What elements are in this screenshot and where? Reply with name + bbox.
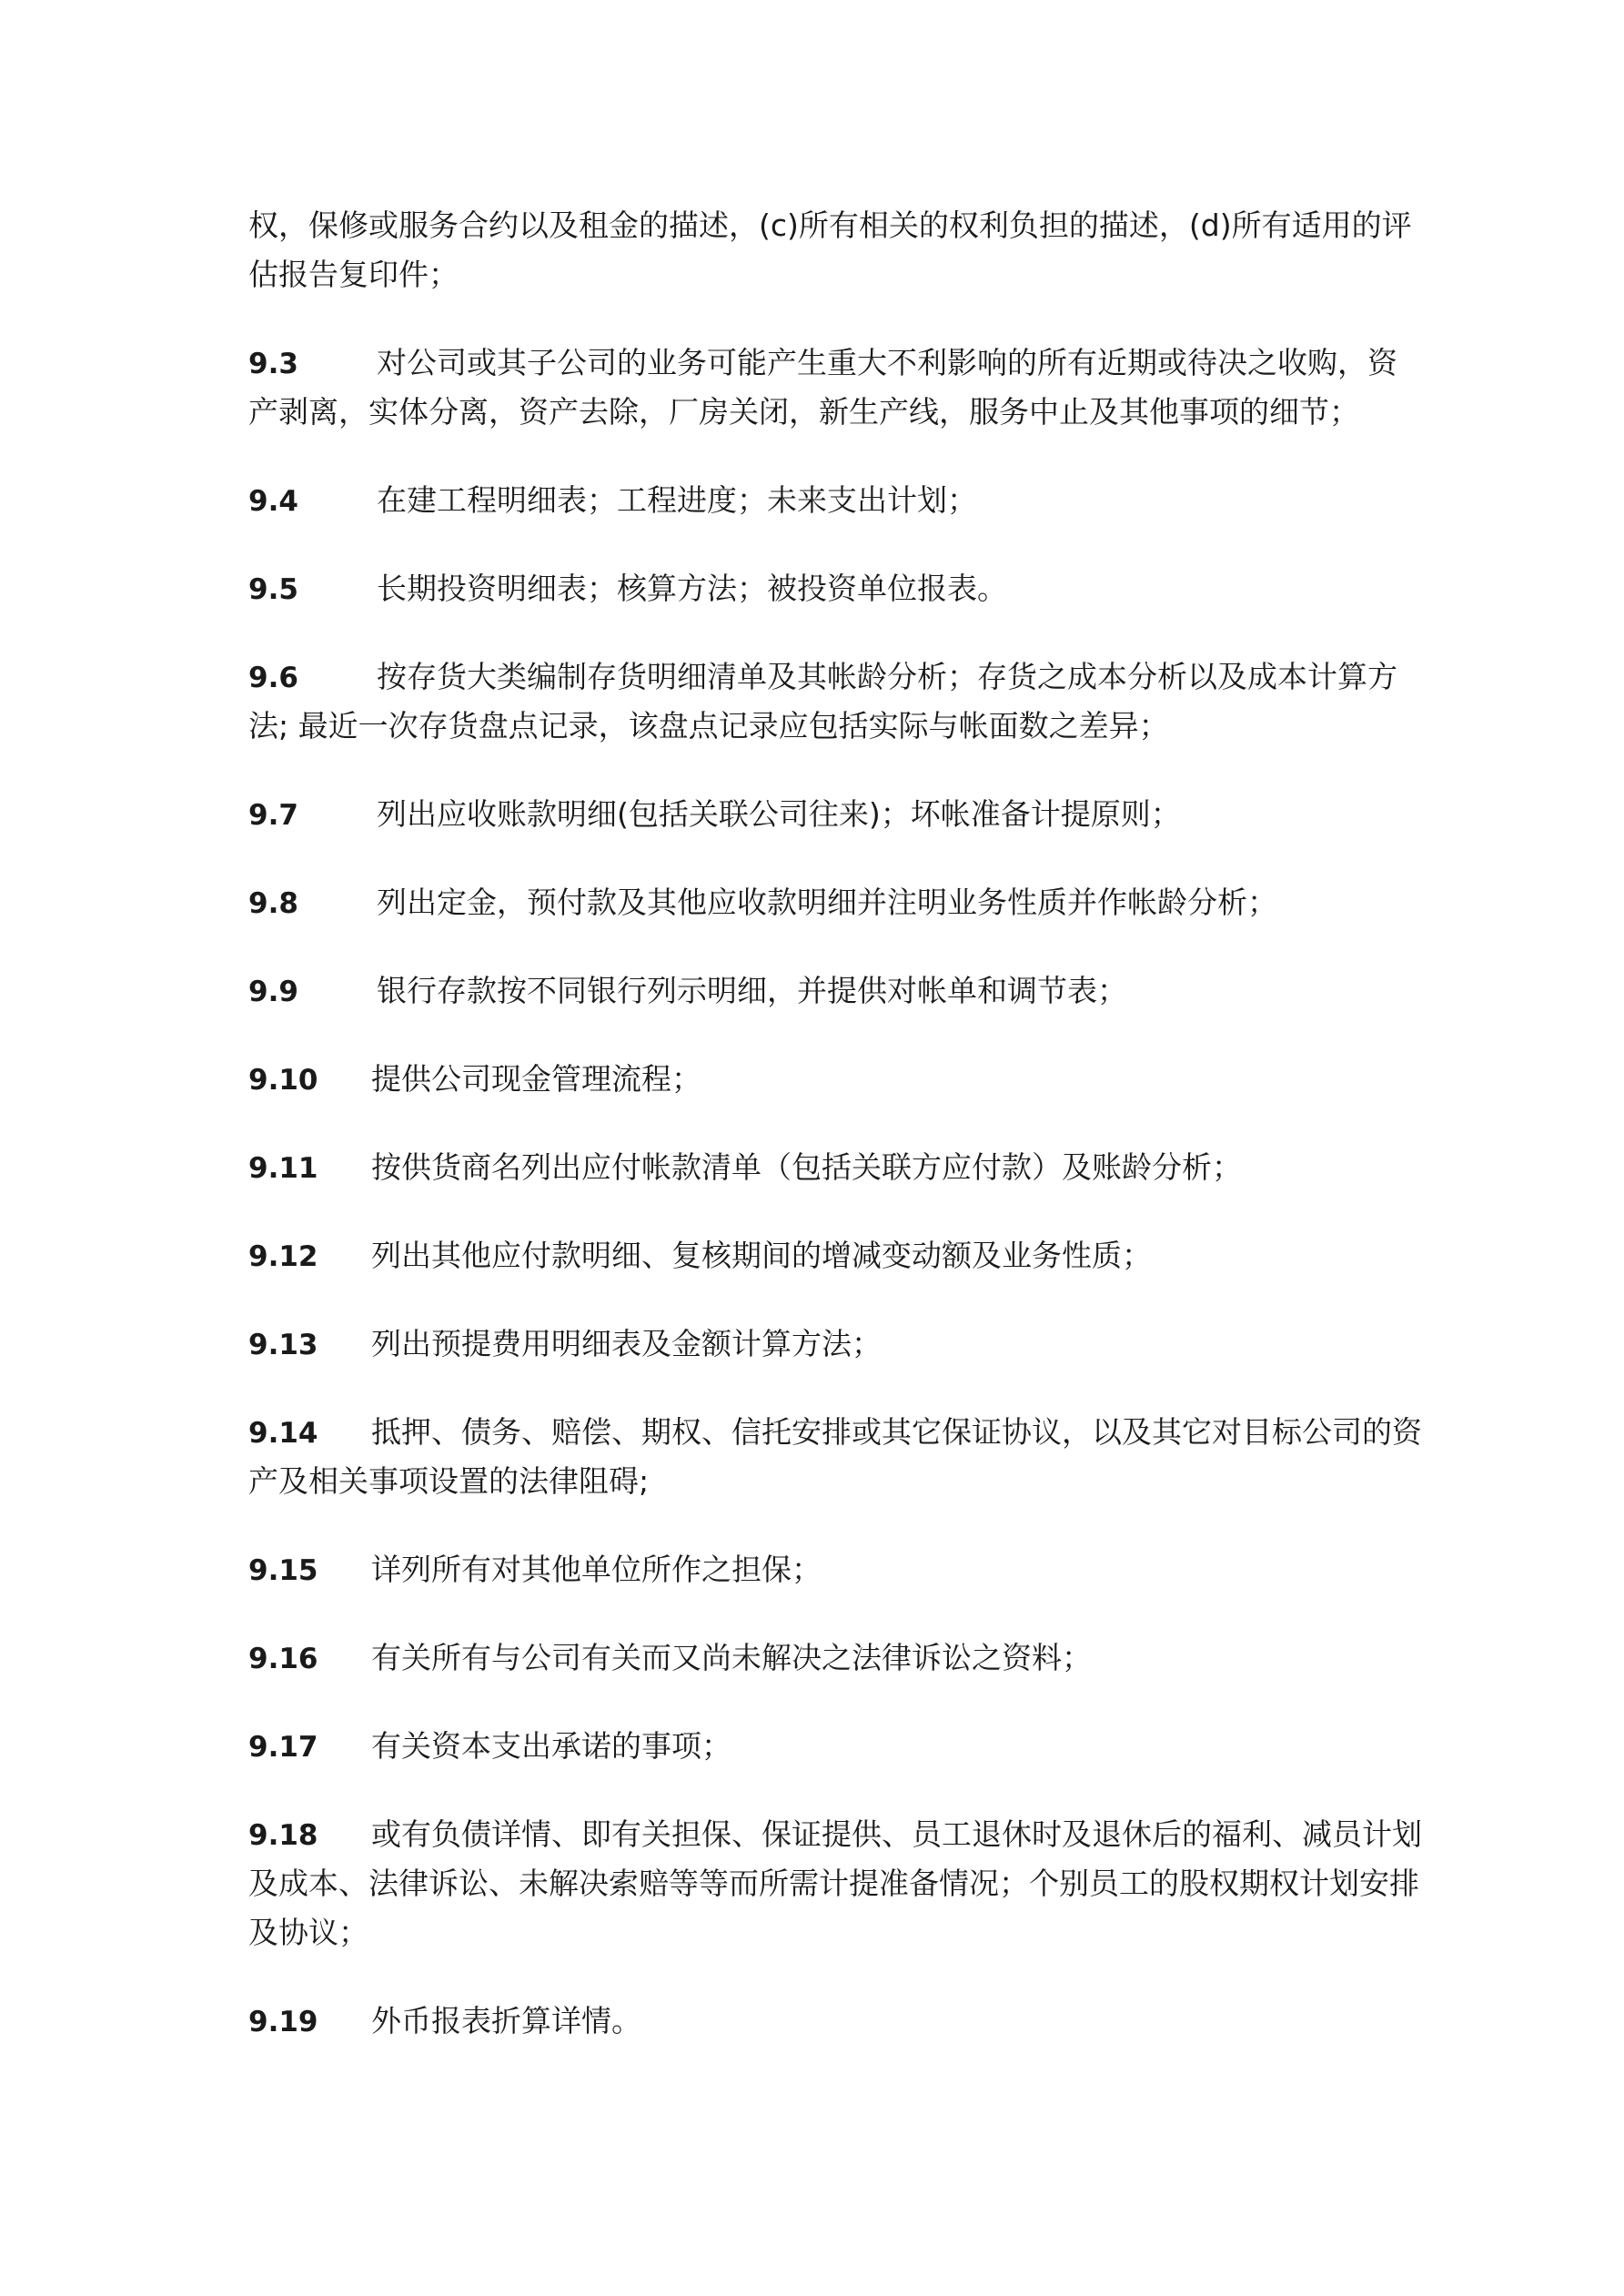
- clause-paragraph: [248, 201, 1412, 299]
- text-line: [248, 339, 1395, 388]
- clause-paragraph: [248, 652, 1395, 751]
- clause-number: 9.19: [248, 2006, 318, 2038]
- clause-number: 9.3: [248, 348, 298, 380]
- clause-paragraph: [248, 1143, 1395, 1192]
- clause-text: 详列所有对其他单位所作之担保；: [371, 1552, 822, 1587]
- text-line: [248, 702, 1395, 751]
- text-line: [248, 1408, 1422, 1457]
- clause-text: 估报告复印件；: [248, 257, 459, 292]
- clause-paragraph: [248, 564, 1395, 613]
- text-line: [248, 564, 1395, 613]
- clause-text: 列出其他应付款明细、复核期间的增减变动额及业务性质；: [371, 1238, 1152, 1273]
- clause-text: 列出预提费用明细表及金额计算方法；: [371, 1326, 882, 1361]
- clause-paragraph: [248, 1633, 1395, 1683]
- clause-text: 提供公司现金管理流程；: [371, 1061, 701, 1097]
- clause-number: 9.4: [248, 485, 298, 518]
- clause-text: 有关所有与公司有关而又尚未解决之法律诉讼之资料；: [371, 1640, 1092, 1675]
- clause-paragraph: [248, 1231, 1395, 1280]
- clause-paragraph: [248, 966, 1395, 1016]
- clause-number: 9.6: [248, 662, 298, 694]
- text-line: [248, 1810, 1422, 1859]
- text-line: [248, 388, 1395, 437]
- clause-paragraph: [248, 1545, 1395, 1594]
- clause-paragraph: [248, 1722, 1395, 1771]
- clause-number: 9.12: [248, 1240, 318, 1273]
- clause-paragraph: [248, 476, 1395, 525]
- clause-text: 列出定金，预付款及其他应收款明细并注明业务性质并作帐龄分析；: [377, 885, 1277, 920]
- clause-text: 及协议；: [248, 1915, 368, 1950]
- clause-number: 9.8: [248, 887, 298, 920]
- clause-number: 9.16: [248, 1643, 318, 1675]
- clause-text: 银行存款按不同银行列示明细，并提供对帐单和调节表；: [377, 973, 1127, 1008]
- clause-paragraph: [248, 1055, 1395, 1104]
- clause-text: 按存货大类编制存货明细清单及其帐龄分析；存货之成本分析以及成本计算方: [377, 659, 1397, 694]
- clause-text: 按供货商名列出应付帐款清单（包括关联方应付款）及账龄分析；: [371, 1149, 1242, 1185]
- clause-number: 9.15: [248, 1554, 318, 1587]
- clause-number: 9.13: [248, 1329, 318, 1361]
- text-line: [248, 1545, 1395, 1594]
- clause-number: 9.17: [248, 1731, 318, 1764]
- clause-text: 列出应收账款明细(包括关联公司往来)；坏帐准备计提原则；: [377, 796, 1181, 832]
- clause-text: 对公司或其子公司的业务可能产生重大不利影响的所有近期或待决之收购，资: [377, 345, 1397, 380]
- text-line: [248, 476, 1395, 525]
- clause-number: 9.11: [248, 1152, 318, 1185]
- text-line: [248, 652, 1395, 702]
- clause-paragraph: [248, 1408, 1422, 1506]
- clause-paragraph: [248, 790, 1395, 839]
- clause-number: 9.5: [248, 573, 298, 606]
- text-line: [248, 201, 1412, 250]
- clause-paragraph: [248, 339, 1395, 437]
- clause-text: 在建工程明细表；工程进度；未来支出计划；: [377, 482, 977, 518]
- text-line: [248, 1997, 1395, 2046]
- clause-text: 法; 最近一次存货盘点记录，该盘点记录应包括实际与帐面数之差异；: [248, 708, 1169, 743]
- clause-text: 有关资本支出承诺的事项；: [371, 1728, 731, 1764]
- text-line: [248, 1908, 1395, 1957]
- text-line: [248, 250, 1395, 299]
- text-line: [248, 878, 1395, 927]
- clause-text: 外币报表折算详情。: [371, 2003, 641, 2038]
- text-line: [248, 1633, 1395, 1683]
- document-body: [248, 201, 1422, 2085]
- clause-number: 9.7: [248, 799, 298, 832]
- clause-text: 抵押、债务、赔偿、期权、信托安排或其它保证协议，以及其它对目标公司的资: [371, 1414, 1422, 1450]
- text-line: [248, 1231, 1395, 1280]
- clause-number: 9.18: [248, 1819, 318, 1852]
- text-line: [248, 1859, 1419, 1908]
- clause-paragraph: [248, 1997, 1395, 2046]
- clause-number: 9.10: [248, 1064, 318, 1097]
- clause-text: 或有负债详情、即有关担保、保证提供、员工退休时及退休后的福利、减员计划: [371, 1816, 1422, 1852]
- clause-number: 9.9: [248, 976, 298, 1008]
- clause-text: 产及相关事项设置的法律阻碍;: [248, 1463, 650, 1499]
- clause-number: 9.14: [248, 1417, 318, 1450]
- text-line: [248, 966, 1395, 1016]
- clause-text: 及成本、法律诉讼、未解决索赔等等而所需计提准备情况；个别员工的股权期权计划安排: [248, 1866, 1419, 1901]
- text-line: [248, 1143, 1395, 1192]
- clause-text: 产剥离，实体分离，资产去除，厂房关闭，新生产线，服务中止及其他事项的细节；: [248, 394, 1359, 430]
- clause-paragraph: [248, 878, 1395, 927]
- text-line: [248, 1457, 1395, 1506]
- clause-paragraph: [248, 1810, 1422, 1957]
- text-line: [248, 1320, 1395, 1369]
- text-line: [248, 1722, 1395, 1771]
- clause-text: 权，保修或服务合约以及租金的描述，(c)所有相关的权利负担的描述，(d)所有适用的评: [248, 207, 1412, 243]
- clause-paragraph: [248, 1320, 1395, 1369]
- clause-text: 长期投资明细表；核算方法；被投资单位报表。: [377, 571, 1007, 606]
- text-line: [248, 1055, 1395, 1104]
- text-line: [248, 790, 1395, 839]
